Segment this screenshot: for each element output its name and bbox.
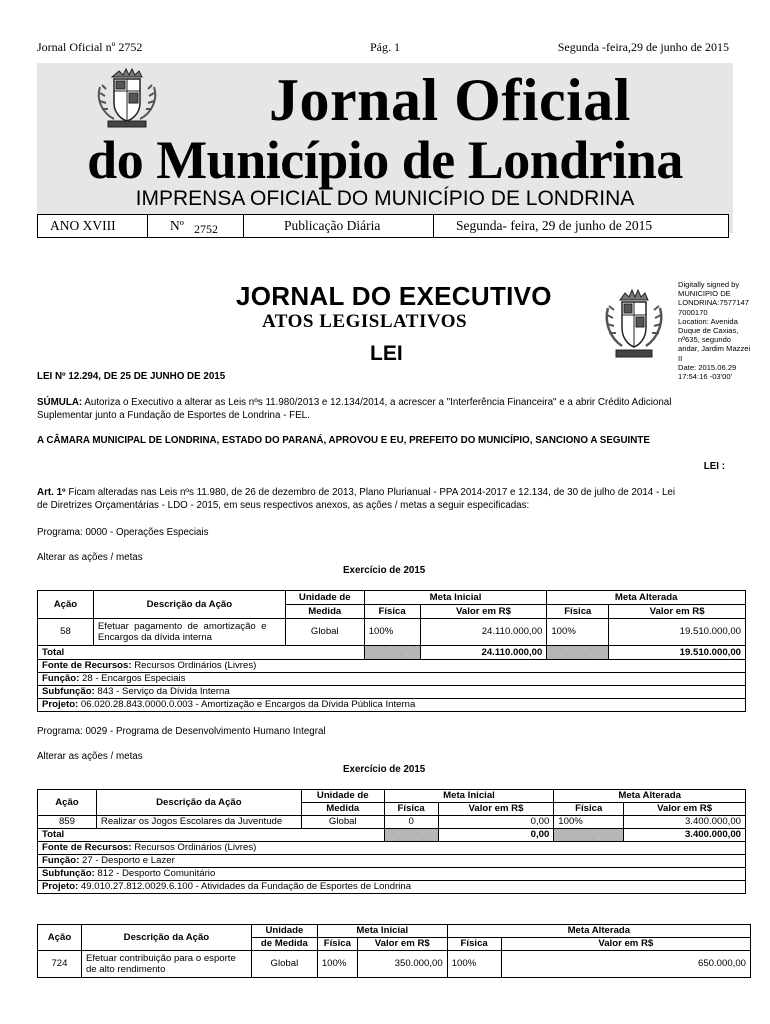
col-valor: Valor em R$ — [357, 938, 447, 951]
projeto-row — [38, 881, 746, 894]
col-valor: Valor em R$ — [420, 605, 547, 619]
fonte-row — [38, 842, 746, 855]
col-acao: Ação — [38, 591, 94, 619]
cell-fisica-alterada: 100% — [554, 816, 624, 829]
col-unidade-b: Medida — [285, 605, 364, 619]
fonte-label: Fonte de Recursos: — [42, 660, 132, 672]
page-number: Pág. 1 — [370, 40, 400, 54]
col-descricao: Descrição da Ação — [93, 591, 285, 619]
cell-fisica-alterada: 100% — [447, 951, 501, 978]
cell-descricao — [93, 619, 285, 646]
masthead — [37, 63, 733, 233]
projeto-value: 49.010.27.812.0029.6.100 - Atividades da Fundação de Esportes de Londrina — [78, 881, 412, 893]
subfuncao-value: 812 - Desporto Comunitário — [94, 868, 216, 880]
col-descricao: Descrição da Ação — [96, 790, 301, 816]
table-programa-1 — [37, 590, 746, 712]
col-valor: Valor em R$ — [501, 938, 750, 951]
signature-line: MUNICIPIO DE — [678, 289, 731, 299]
cell-fisica-inicial: 100% — [364, 619, 420, 646]
subfuncao-row — [38, 686, 746, 699]
section-type: LEI — [370, 342, 403, 365]
col-descricao: Descrição da Ação — [81, 925, 251, 951]
sumula-line2: Suplementar junto a Fundação de Esportes de Londrina - FEL. — [37, 410, 310, 421]
numero-label: Nº — [170, 218, 184, 233]
col-meta-inicial: Meta Inicial — [317, 925, 447, 938]
col-valor: Valor em R$ — [438, 803, 554, 816]
col-unidade-a: Unidade de — [285, 591, 364, 605]
col-meta-alterada: Meta Alterada — [447, 925, 750, 938]
funcao-row — [38, 673, 746, 686]
cell-total-alterado: 3.400.000,00 — [624, 829, 746, 842]
lei-number: LEI Nº 12.294, DE 25 DE JUNHO DE 2015 — [37, 371, 226, 382]
section-subtitle: ATOS LEGISLATIVOS — [262, 311, 468, 332]
signature-line: Location: Avenida — [678, 316, 738, 326]
signature-line: 17:54:16 -03'00' — [678, 372, 732, 382]
col-unidade-a: Unidade — [251, 925, 317, 938]
cell-acao: 859 — [38, 816, 97, 829]
cell-shaded — [554, 829, 624, 842]
cell-fisica-alterada: 100% — [547, 619, 609, 646]
table-programa-3 — [37, 924, 751, 978]
col-fisica: Física — [364, 605, 420, 619]
cell-fisica-inicial: 0 — [384, 816, 438, 829]
art-line1: Ficam alteradas nas Leis nºs 11.980, de 26 de dezembro de 2013, Plano Plurianual - PPA 2014-2017 e 12.134, de 30 de julho de 2014 - Lei — [65, 487, 676, 498]
numero-cell — [148, 215, 244, 237]
artigo-1 — [37, 486, 675, 512]
signature-line: 7000170 — [678, 307, 708, 317]
signature-line: Digitally signed by — [678, 280, 740, 289]
programa-2-title: Programa: 0029 - Programa de Desenvolvimento Humano Integral — [37, 726, 326, 737]
fonte-value: Recursos Ordinários (Livres) — [131, 660, 257, 672]
fonte-row — [38, 660, 746, 673]
programa-2-exercicio: Exercício de 2015 — [343, 764, 426, 775]
programa-1-title: Programa: 0000 - Operações Especiais — [37, 527, 209, 538]
funcao-value: 27 - Desporto e Lazer — [79, 855, 175, 867]
funcao-label: Função: — [42, 855, 80, 867]
page-header — [37, 40, 733, 56]
cell-valor-alterado: 3.400.000,00 — [624, 816, 746, 829]
sumula-label: SÚMULA: — [37, 397, 83, 408]
col-meta-alterada: Meta Alterada — [547, 591, 746, 605]
cell-shaded — [384, 829, 438, 842]
projeto-label: Projeto: — [42, 699, 79, 711]
programa-1-alterar: Alterar as ações / metas — [37, 552, 143, 563]
publicacao: Publicação Diária — [244, 215, 434, 237]
descricao-line1: Efetuar pagamento de amortização e — [97, 620, 267, 632]
subfuncao-label: Subfunção: — [42, 686, 95, 698]
total-row — [38, 646, 746, 660]
cell-descricao: Realizar os Jogos Escolares da Juventude — [96, 816, 301, 829]
col-valor: Valor em R$ — [609, 605, 746, 619]
cell-unidade: Global — [251, 951, 317, 978]
cell-shaded — [364, 646, 420, 660]
cell-acao: 724 — [38, 951, 82, 978]
cell-valor-alterado: 650.000,00 — [501, 951, 750, 978]
table-row — [38, 816, 746, 829]
programa-1-exercicio: Exercício de 2015 — [343, 565, 426, 576]
sumula — [37, 396, 671, 422]
projeto-row — [38, 699, 746, 712]
cell-total-label: Total — [38, 646, 365, 660]
art-line2: de Diretrizes Orçamentárias - LDO - 2015, em seus respectivos anexos, as ações / metas a seguir especificadas: — [37, 500, 530, 511]
cell-total-alterado: 19.510.000,00 — [609, 646, 746, 660]
signature-line: LONDRINA:7577147 — [678, 298, 749, 308]
col-unidade-b: de Medida — [251, 938, 317, 951]
ano: ANO XVIII — [38, 215, 148, 237]
cell-total-inicial: 0,00 — [438, 829, 554, 842]
col-fisica: Física — [384, 803, 438, 816]
col-meta-alterada: Meta Alterada — [554, 790, 746, 803]
cell-total-label: Total — [38, 829, 385, 842]
issue-number: Jornal Oficial nº 2752 — [37, 40, 143, 54]
coat-of-arms-icon — [598, 286, 670, 362]
art-label: Art. 1º — [37, 487, 66, 498]
camara-statement: A CÂMARA MUNICIPAL DE LONDRINA, ESTADO DO PARANÁ, APROVOU E EU, PREFEITO DO MUNICÍPIO, SANCIONO A SEGUINTE — [37, 435, 650, 446]
imprensa-oficial: IMPRENSA OFICIAL DO MUNICÍPIO DE LONDRINA — [135, 187, 635, 210]
cell-valor-inicial: 0,00 — [438, 816, 554, 829]
programa-2-alterar: Alterar as ações / metas — [37, 751, 143, 762]
cell-unidade: Global — [285, 619, 364, 646]
funcao-label: Função: — [42, 673, 80, 685]
col-fisica: Física — [547, 605, 609, 619]
total-row — [38, 829, 746, 842]
descricao-line2: de alto rendimento — [85, 964, 166, 975]
col-meta-inicial: Meta Inicial — [384, 790, 554, 803]
cell-descricao — [81, 951, 251, 978]
signature-line: nº635, segundo — [678, 335, 732, 345]
cell-shaded — [547, 646, 609, 660]
masthead-title: Jornal Oficial — [269, 67, 631, 133]
col-acao: Ação — [38, 790, 97, 816]
masthead-subtitle: do Município de Londrina — [87, 130, 683, 190]
cell-acao: 58 — [38, 619, 94, 646]
header-date: Segunda -feira,29 de junho de 2015 — [557, 40, 729, 54]
signature-line: Date: 2015.06.29 — [678, 362, 737, 372]
table-programa-2 — [37, 789, 746, 894]
fonte-value: Recursos Ordinários (Livres) — [131, 842, 257, 854]
cell-valor-alterado: 19.510.000,00 — [609, 619, 746, 646]
signature-line: andar, Jardim Mazzei — [678, 344, 751, 354]
col-fisica: Física — [447, 938, 501, 951]
col-fisica: Física — [554, 803, 624, 816]
col-acao: Ação — [38, 925, 82, 951]
projeto-value: 06.020.28.843.0000.0.003 - Amortização e Encargos da Dívida Pública Interna — [78, 699, 416, 711]
descricao-line2: Encargos da dívida interna — [97, 632, 213, 643]
funcao-value: 28 - Encargos Especiais — [79, 673, 186, 685]
col-valor: Valor em R$ — [624, 803, 746, 816]
col-fisica: Física — [317, 938, 357, 951]
signature-line: Duque de Caxias, — [678, 326, 739, 336]
fonte-label: Fonte de Recursos: — [42, 842, 132, 854]
col-unidade-a: Unidade de — [301, 790, 384, 803]
numero: 2752 — [193, 221, 218, 236]
col-meta-inicial: Meta Inicial — [364, 591, 547, 605]
cell-fisica-inicial: 100% — [317, 951, 357, 978]
lei-label: LEI : — [703, 461, 725, 472]
subfuncao-row — [38, 868, 746, 881]
sumula-line1: Autoriza o Executivo a alterar as Leis nºs 11.980/2013 e 12.134/2014, a acrescer a "Interferência Financeira" e a abrir Crédito Adicional — [82, 397, 672, 408]
table-row — [38, 619, 746, 646]
col-unidade-b: Medida — [301, 803, 384, 816]
cell-valor-inicial: 350.000,00 — [357, 951, 447, 978]
projeto-label: Projeto: — [42, 881, 79, 893]
table-row — [38, 951, 751, 978]
descricao-line1: Efetuar contribuição para o esporte — [85, 952, 236, 964]
section-title: JORNAL DO EXECUTIVO — [236, 281, 552, 311]
info-bar — [37, 214, 729, 238]
subfuncao-value: 843 - Serviço da Dívida Interna — [94, 686, 230, 698]
cell-unidade: Global — [301, 816, 384, 829]
subfuncao-label: Subfunção: — [42, 868, 95, 880]
digital-signature — [678, 280, 758, 381]
signature-line: II — [678, 353, 683, 363]
funcao-row — [38, 855, 746, 868]
cell-total-inicial: 24.110.000,00 — [420, 646, 547, 660]
cell-valor-inicial: 24.110.000,00 — [420, 619, 547, 646]
info-date: Segunda- feira, 29 de junho de 2015 — [456, 218, 653, 233]
